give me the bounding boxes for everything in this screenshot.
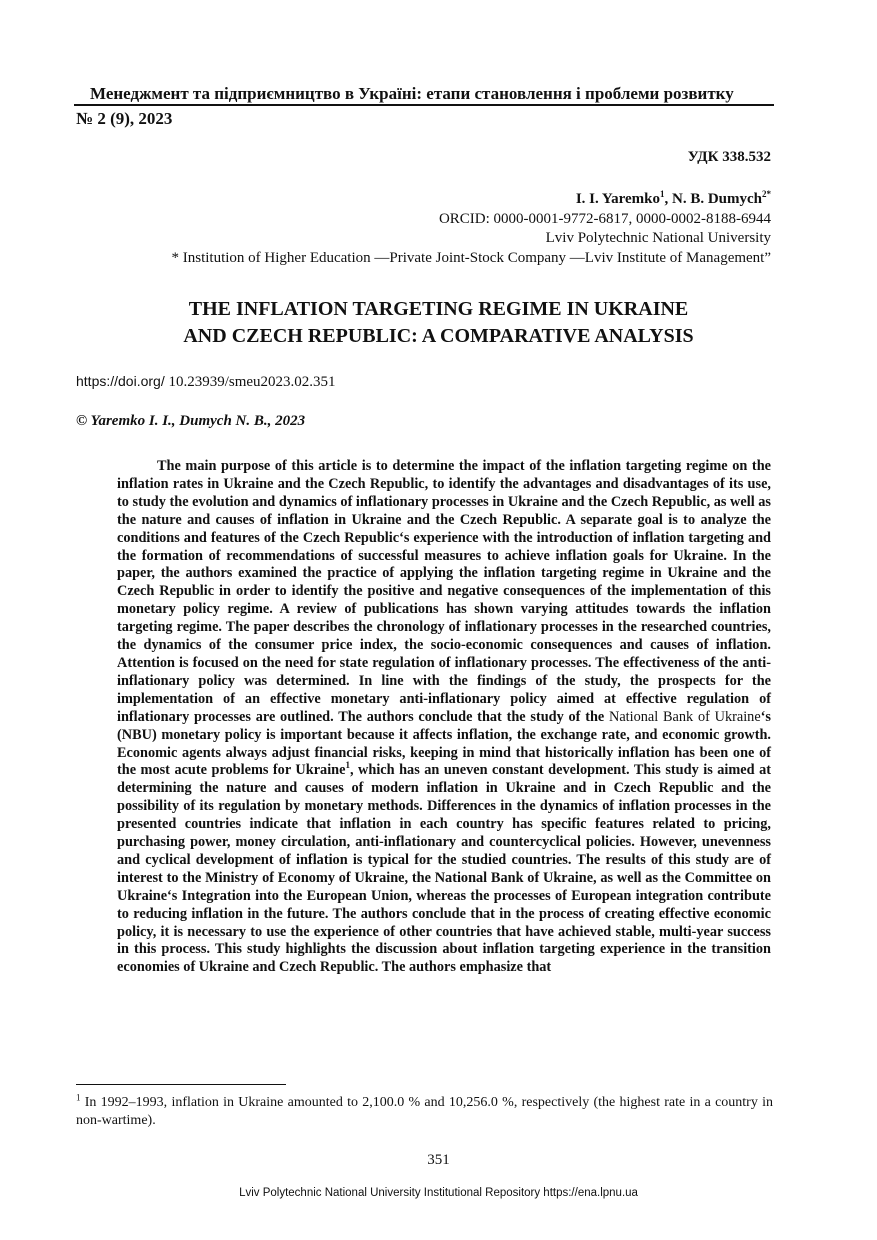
journal-title: Менеджмент та підприємництво в Україні: етапи становлення і проблеми розвитку bbox=[90, 84, 734, 103]
author-separator: , bbox=[664, 191, 672, 207]
page-number: 351 bbox=[427, 1152, 450, 1168]
footnote-text: In 1992–1993, inflation in Ukraine amounted to 2,100.0 % and 10,256.0 %, respectively (the highest rate in a country in non-wartime). bbox=[76, 1095, 773, 1128]
author-1: I. I. Yaremko bbox=[575, 191, 660, 207]
header-rule bbox=[74, 104, 774, 106]
repository-footer: Lviv Polytechnic National University Institutional Repository https://ena.lpnu.ua bbox=[239, 1187, 638, 1199]
doi bbox=[76, 373, 336, 391]
abstract-paragraph bbox=[117, 458, 771, 977]
orcid: ORCID: 0000-0001-9772-6817, 0000-0002-8188-6944 bbox=[438, 210, 771, 227]
author-2: N. B. Dumych bbox=[671, 191, 762, 207]
institution: * Institution of Higher Education ―Private Joint-Stock Company ―Lviv Institute of Management” bbox=[171, 249, 771, 266]
abstract-text-1: The main purpose of this article is to determine the impact of the inflation targeting regime on the inflation rates in Ukraine and the Czech Republic, to identify the advantages and disadvantages of its use, to study the evolution and dynamics of inflationary processes in Ukraine and the Czech Republic, as well as the nature and causes of inflation in Ukraine and the Czech Republic. A separate goal is to analyze the conditions and features of the Czech Republic‘s experience with the introduction of inflation targeting and the formation of recommendations of successful measures to achieve inflation goals for Ukraine. In the paper, the authors examined the practice of applying the inflation targeting regime in Ukraine and the Czech Republic in order to identify the positive and negative consequences of the implementation of this monetary policy regime. A review of publications has shown varying attitudes towards the inflation targeting regime. The paper describes the chronology of inflationary processes in the researched countries, the dynamics of the consumer price index, the socio-economic consequences and causes of inflation. Attention is focused on the need for state regulation of inflationary processes. The effectiveness of the anti-inflationary policy was determined. In line with the findings of the study, the prospects for the implementation of an effective monetary anti-inflationary policy aimed at effective regulation of inflationary processes are outlined. The authors conclude that the study of the bbox=[117, 458, 771, 725]
footnote-marker: 1 bbox=[76, 1092, 81, 1103]
footnote bbox=[76, 1094, 773, 1130]
copyright: © Yaremko I. I., Dumych N. B., 2023 bbox=[76, 413, 306, 429]
article-title bbox=[0, 296, 877, 350]
issue-number: № 2 (9), 2023 bbox=[76, 109, 173, 128]
footnote-reference[interactable]: 1 bbox=[345, 760, 350, 771]
title-line-2: AND CZECH REPUBLIC: A COMPARATIVE ANALYSIS bbox=[183, 325, 694, 347]
abstract-text-plain: National Bank of Ukraine bbox=[609, 708, 761, 725]
abstract bbox=[117, 458, 771, 977]
abstract-text-2: ‘s (NBU) monetary policy is important because it affects inflation, the exchange rate, and economic growth. Economic agents always adjust financial risks, keeping in mind that historically inflation has been one of the most acute problems for Ukraine bbox=[117, 708, 771, 779]
footnote-rule bbox=[76, 1084, 286, 1085]
author-names bbox=[71, 190, 771, 210]
author-block bbox=[71, 190, 771, 268]
author-1-affiliation: 1 bbox=[659, 189, 665, 199]
university: Lviv Polytechnic National University bbox=[545, 230, 771, 246]
doi-link[interactable]: https://doi.org/ bbox=[76, 373, 165, 389]
abstract-text-3: , which has an uneven constant development. This study is aimed at determining the nature and causes of modern inflation in Ukraine and in Czech Republic and the possibility of its regulation by monetary methods. Differences in the dynamics of inflation processes in the presented countries indicate that inflation in each country has specific features related to pricing, purchasing power, money circulation, anti-inflationary and countercyclical policies. However, unevenness and cyclical development of inflation is typical for the studied countries. The results of this study are of interest to the Ministry of Economy of Ukraine, the National Bank of Ukraine, as well as the Committee on Ukraine‘s Integration into the European Union, whereas the processes of European integration contribute to reducing inflation in the future. The authors conclude that in the process of creating effective economic policy, it is necessary to use the experience of other countries that have achieved stable, multi-year success in this process. This study highlights the discussion about inflation targeting experience in the transition economies of Ukraine and Czech Republic. The authors emphasize that bbox=[117, 762, 771, 976]
title-line-1: THE INFLATION TARGETING REGIME IN UKRAINE bbox=[188, 298, 689, 320]
udc-code: УДК 338.532 bbox=[687, 149, 771, 165]
doi-id: 10.23939/smeu2023.02.351 bbox=[168, 374, 336, 390]
author-2-affiliation: 2* bbox=[762, 189, 771, 199]
